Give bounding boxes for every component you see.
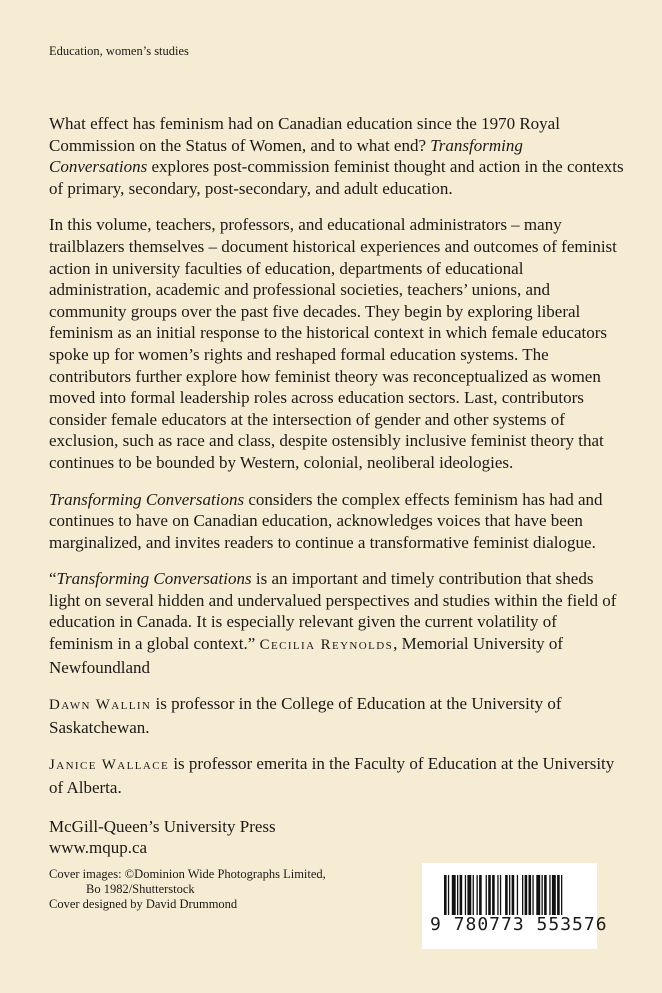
description-paragraph: In this volume, teachers, professors, and educational administrators – many trailblazers themselves – document historical experiences and outcomes of feminist action in university faculties of education, departments of educational administration, academic and professional societies, teachers’ unions, and community groups over the past five decades. They begin by exploring liberal feminism as an initial response to the historical context in which female educators spoke up for women’s rights and reshaped formal education systems. The contributors further explore how feminist theory was reconceptualized as women moved into formal leadership roles across education sectors. Last, contributors consider female educators at the intersection of gender and other systems of exclusion, such as race and class, despite ostensibly inclusive feminist theory that continues to be bounded by Western, colonial, neoliberal ideologies. xyxy=(49,215,617,472)
back-cover-text xyxy=(49,113,624,859)
barcode xyxy=(422,863,597,949)
publisher-name: McGill-Queen’s University Press xyxy=(49,816,276,836)
intro-paragraph: What effect has feminism had on Canadian education since the 1970 Royal Commission on the Status of Women, and to what end? Transforming Conversations explores post-commission feminist thought and action in the contexts of primary, secondary, post-secondary, and adult education. xyxy=(49,114,624,198)
barcode-bars xyxy=(422,863,597,949)
category-label: Education, women’s studies xyxy=(49,44,189,58)
editor-name: Dawn Wallin xyxy=(49,697,152,714)
editor-bio-1: Dawn Wallin is professor in the College of Education at the University of Saskatchewan. xyxy=(49,694,562,737)
editor-name: Janice Wallace xyxy=(49,757,170,774)
barcode-digits: 9 780773 553576 xyxy=(430,914,608,935)
publisher-url[interactable]: www.mqup.ca xyxy=(49,838,148,858)
endorser-name: Cecilia Reynolds xyxy=(259,637,394,654)
book-title: Transforming Conversations xyxy=(49,135,523,177)
book-title: Transforming Conversations xyxy=(56,569,252,589)
cover-credits: Cover images: ©Dominion Wide Photographs Limited, Bo 1982/Shutterstock Cover designed by David Drummond xyxy=(49,867,326,911)
endorsement-quote: “Transforming Conversations is an important and timely contribution that sheds light on several hidden and undervalued perspectives and studies within the field of education in Canada. It is especially relevant given the current volatility of feminism in a global context.” Cecilia Reynolds, Memorial University of Newfoundland xyxy=(49,569,617,677)
editor-bio-2: Janice Wallace is professor emerita in the Faculty of Education at the University of Alberta. xyxy=(49,754,615,798)
publisher-block xyxy=(49,816,624,859)
book-title: Transforming Conversations xyxy=(49,489,245,509)
summary-paragraph: Transforming Conversations considers the complex effects feminism has had and continues to have on Canadian education, acknowledges voices that have been marginalized, and invites readers to continue a transformative feminist dialogue. xyxy=(49,489,603,552)
